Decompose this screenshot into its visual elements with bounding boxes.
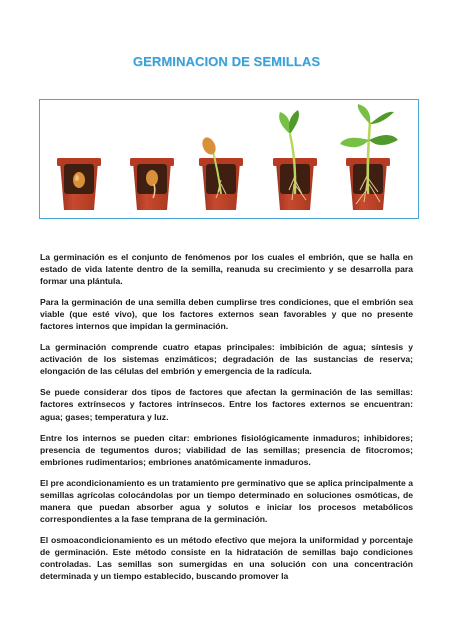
pot-stage-1 [57,158,101,210]
paragraph-3: La germinación comprende cuatro etapas principales: imbibición de agua; síntesis y activación de los sistemas enzimáticos; degradación de las sustancias de reserva; elongación de las células del embrión y emergencia de la radícula. [40,342,413,377]
paragraph-7: El osmoacondicionamiento es un método efectivo que mejora la uniformidad y porcentaje de germinación. Este método consiste en la hidratación de semillas bajo condiciones controladas. Las semillas son sumergidas en una solución con una concentración determinada y un tiempo establecido, buscando promover la [40,534,413,582]
paragraph-4: Se puede considerar dos tipos de factores que afectan la germinación de las semillas: factores extrínsecos y factores intrínsecos. Entre los factores externos se encuentran: agua; gases; temperatura y luz. [40,387,413,422]
germination-illustration [39,99,419,219]
pot-stage-3 [199,135,243,210]
page-title: GERMINACION DE SEMILLAS [132,54,321,69]
document-body [40,251,413,591]
pot-stage-2 [130,158,174,210]
seed-germination-stages-icon [40,100,420,220]
paragraph-6: El pre acondicionamiento es un tratamiento pre germinativo que se aplica principalmente a semillas agrícolas colocándolas por un tiempo determinado en soluciones osmóticas, de manera que puedan absorber agua y solutos e iniciar los procesos metabólicos correspondientes a la fase temprana de la germinación. [40,477,413,524]
paragraph-1: La germinación es el conjunto de fenómenos por los cuales el embrión, que se halla en estado de vida latente dentro de la semilla, reanuda su crecimiento y se desarrolla para formar una plántula. [40,252,413,287]
paragraph-5: Entre los internos se pueden citar: embriones fisiológicamente inmaduros; inhibidores; presencia de tegumentos duros; viabilidad de las semillas; presencia de fitocromos; embriones rudimentarios; embriones anatómicamente inmaduros. [40,432,413,467]
pot-stage-4 [273,110,317,210]
pot-stage-5 [340,104,398,210]
paragraph-2: Para la germinación de una semilla deben cumplirse tres condiciones, que el embrión sea viable (que esté vivo), que los factores externos sean favorables y que no presente factores internos que impidan la germinación. [40,297,413,332]
